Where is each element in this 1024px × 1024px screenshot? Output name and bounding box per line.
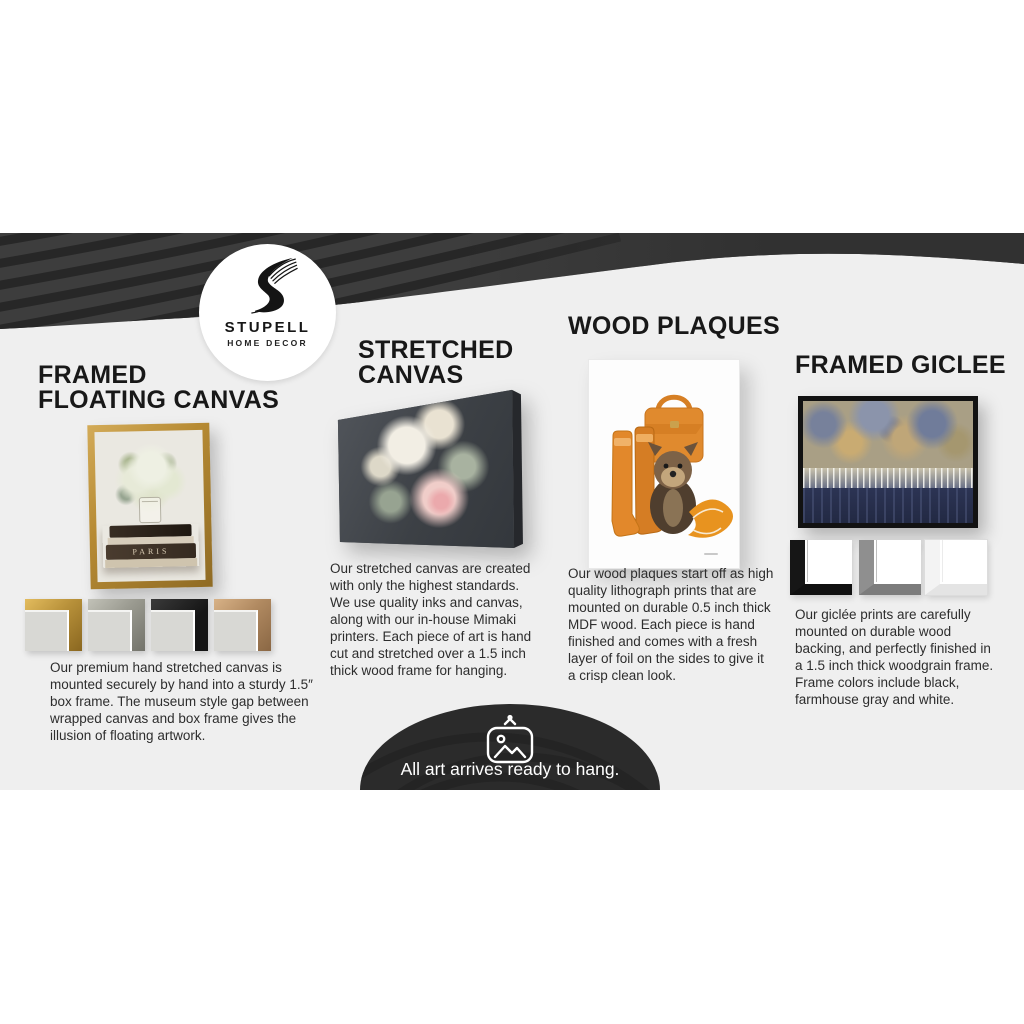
stupell-s-logo-mark [237, 256, 299, 318]
title-line: WOOD PLAQUES [568, 312, 780, 340]
canvas-corner [25, 610, 69, 651]
top-swoosh [0, 233, 1024, 333]
frame-swatch-silver [88, 599, 145, 651]
giclee-swatch-farmhouse-gray [859, 540, 921, 595]
plaque-artwork [589, 360, 739, 568]
section-title-framed-floating-canvas [38, 363, 279, 413]
canvas-corner [88, 610, 132, 651]
section-title-stretched-canvas [358, 338, 513, 388]
title-line: STRETCHED [358, 336, 514, 364]
canvas-corner [214, 610, 258, 651]
floating-canvas-artwork [94, 430, 205, 582]
frame-swatch-black [151, 599, 208, 651]
section-description-stretched-canvas: Our stretched canvas are created with only the highest standards. We use quality inks and canvas, along with our in-house Mimaki printers. Each piece of art is hand cut and stretched over a 1.5 inch thick wood frame for hanging. [330, 561, 532, 678]
flower-jar [139, 497, 162, 523]
giclee-swatch-black [790, 540, 852, 595]
canvas-corner [151, 610, 195, 651]
brand-name: STUPELL [224, 319, 311, 336]
artist-signature [704, 553, 718, 555]
frame-swatch-gold [25, 599, 82, 651]
title-line: FLOATING CANVAS [38, 386, 280, 414]
title-line: CANVAS [358, 361, 464, 389]
giclee-swatch-white [925, 540, 987, 595]
stretched-canvas-front [326, 382, 528, 558]
giclee-art-middle [803, 468, 973, 488]
giclee-art-top [803, 401, 973, 468]
book-stack [103, 524, 199, 568]
section-description-floating-canvas: Our premium hand stretched canvas is mounted securely by hand into a sturdy 1.5″ box frame. The museum style gap between wrapped canvas and box frame gives the illusion of floating artwork. [50, 660, 313, 743]
section-title-wood-plaques [568, 314, 780, 339]
brand-tagline: HOME DECOR [227, 338, 308, 348]
product-photo-stretched-canvas [326, 382, 528, 558]
section-description-framed-giclee: Our giclée prints are carefully mounted on durable wood backing, and perfectly finished in a 1.5 inch thick woodgrain frame. Frame colors include black, farmhouse gray and white. [795, 607, 994, 707]
title-line: FRAMED [38, 361, 147, 389]
frame-swatch-bronze [214, 599, 271, 651]
handbag-clasp [670, 421, 679, 428]
section-title-framed-giclee [795, 353, 1006, 378]
product-photo-framed-giclee [798, 396, 978, 528]
brand-logo [199, 244, 336, 381]
paris-book-spine: PARIS [106, 543, 196, 560]
book-pages [105, 558, 196, 568]
section-description-wood-plaques: Our wood plaques start off as high quality lithograph prints that are mounted on durable 0.5 inch thick MDF wood. Each piece is hand finished and comes with a fresh layer of foil on the sides to give it a crisp clean look. [568, 566, 774, 683]
product-photo-floating-canvas [87, 423, 212, 590]
footer-message: All art arrives ready to hang. [400, 759, 620, 779]
product-photo-wood-plaque [588, 359, 740, 569]
title-line: FRAMED GICLEE [795, 351, 1006, 379]
giclee-art-bottom [803, 488, 973, 523]
